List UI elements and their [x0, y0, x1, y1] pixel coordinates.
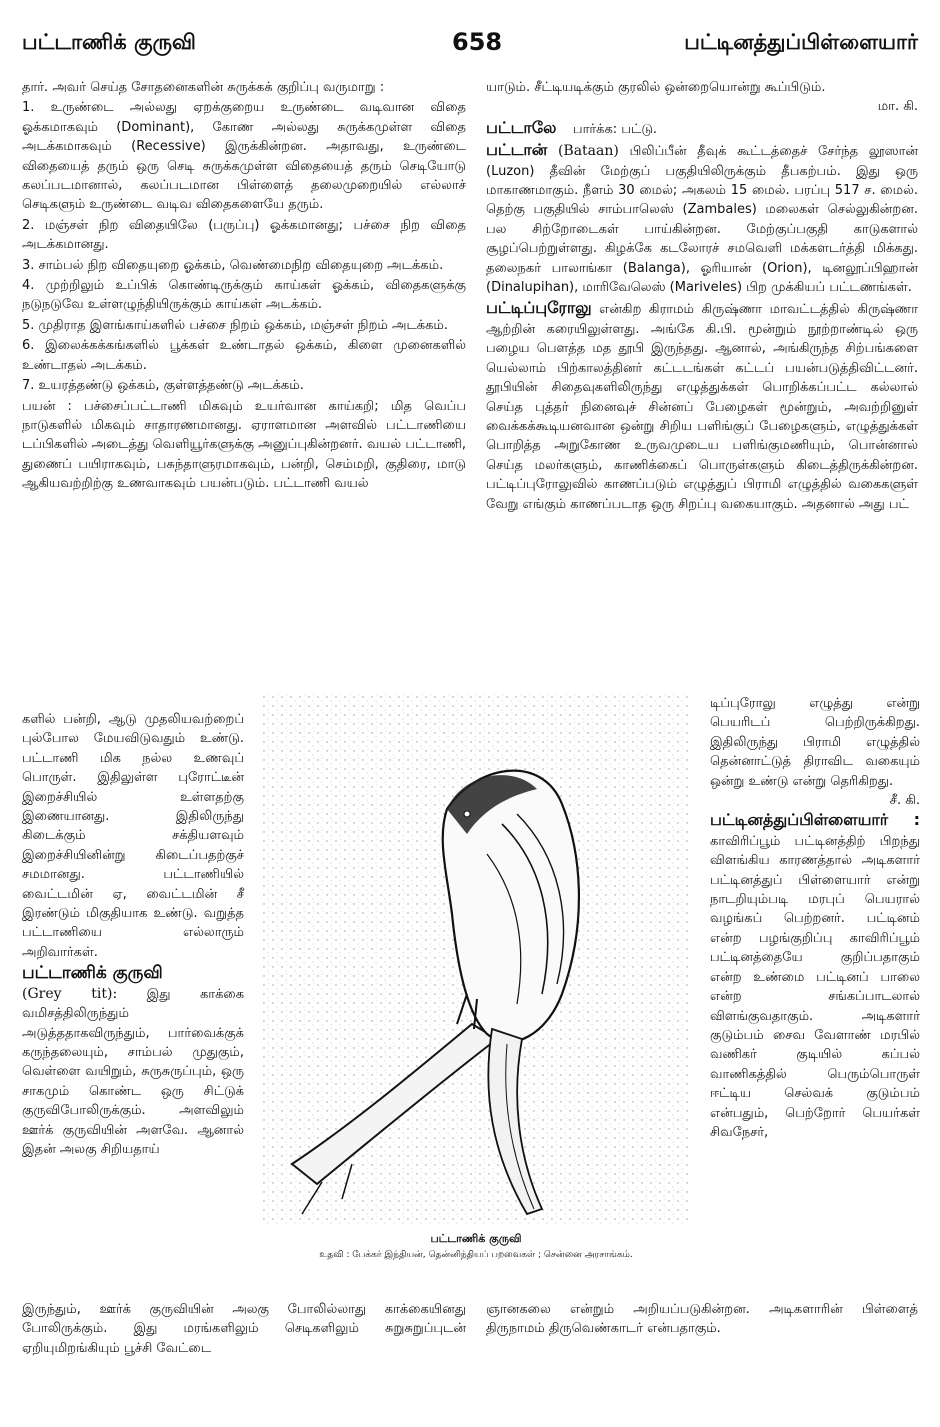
bottom-paragraph: ஞானகலை என்றும் அறியப்படுகின்றன. அடிகளாரின் பிள்ளைத் திருநாமம் திருவெண்காடர் என்பதாகும். — [486, 1302, 918, 1337]
running-head-left: பட்டாணிக் குருவி — [22, 30, 196, 54]
left-bottom-text — [22, 1300, 466, 1358]
entry-latin: (Grey tit): — [22, 985, 118, 1002]
right-bottom-text — [486, 1300, 918, 1339]
author-sign: மா. கி. — [877, 99, 918, 115]
running-head — [22, 30, 918, 64]
grey-tit-drawing — [262, 694, 690, 1224]
entry-title-pattaale: பட்டாலே — [486, 117, 557, 137]
entry-text: என்கிற கிராமம் கிருஷ்ணா மாவட்டத்தில் கிருஷ்ணா ஆற்றின் கரையிலுள்ளது. அங்கே கி.பி. மூன்றும் நூற்றாண்டில் ஒரு பழைய பௌத்த மத தூபி இருந்தது. ஆனால், அங்கிருந்த சிற்பங்களை யெல்லாம் பிற்காலத்தினர் கட்டடங்கள் கட்டப் பயன்படுத்திவிட்டனர். தூபியின் சிதைவுகளிலிருந்து எழுத்துக்கள் பொறிக்கப்பட்ட கல்லால் செய்த புத்தர் நினைவுச் சின்னப் பேழைகள் மூன்றும், அவற்றினுள் வைக்கக்கூடியனவான ஒன்று சிறிய பளிங்குப் பேழைகளும், எழுத்துக்கள் பொறித்த அறுகோண உருவமுடைய பளிங்குமணியும், பொன்னால் செய்த மலர்களும், காணிக்கைப் பொருள்களும் கிடைத்திருக்கின்றன. பட்டிப்புரோலுவில் காணப்படும் எழுத்துப் பிராமி எழுத்தில் வகைகளுள் வேறு எங்கும் காணப்படாத ஒரு சிறப்பு வகையாகும். அதனால் அது பட் — [486, 302, 918, 512]
wrap-paragraph: களில் பன்றி, ஆடு முதலியவற்றைப் புல்போல மேயவிடுவதும் உண்டு. பட்டாணி மிக நல்ல உணவுப் பொருள். இதிலுள்ள புரோட்டீன் இறைச்சியில் உள்ளதற்கு இணையானது. இதிலிருந்து கிடைக்கும் சக்தியளவும் இறைச்சியினின்று கிடைப்பதற்குச் சமமானது. பட்டாணியில் வைட்டமின் ஏ, வைட்டமின் சீ இரண்டும் மிகுதியாக உண்டு. வறுத்த பட்டாணியை எல்லாரும் அறிவார்கள். — [22, 712, 244, 960]
bird-illustration — [262, 694, 690, 1284]
list-item: 3. சாம்பல் நிற விதையுறை ஓக்கம், வெண்மைநிற விதையுறை அடக்கம். — [22, 257, 444, 273]
list-item: 6. இலைக்கக்கங்களில் பூக்கள் உண்டாதல் ஒக்கம், கிளை முனைகளில் உண்டாதல் அடக்கம். — [22, 338, 466, 373]
page-number: 658 — [452, 28, 503, 56]
figure-credit: உதவி : பேக்கர் இந்தியன், தென்னிந்தியப் பறவைகள் ; சென்னை அரசாங்கம். — [319, 1250, 633, 1260]
entry-latin: (Bataan) — [557, 143, 619, 160]
entry-text: இது காக்கை வமிசத்திலிருந்தும் அடுத்ததாகவிருந்தும், பார்வைக்குக் கருந்தலையும், சாம்பல் முதுகும், வெள்ளை வயிறும், சுருசுருப்பும், ஒரு சாகமும் கொண்ட ஒரு சிட்டுக் குருவிபோலிருக்கும். அளவிலும் ஊர்க் குருவியின் அளவே. ஆனால் இதன் அலகு சிறியதாய் — [22, 986, 245, 1157]
entry-title-bataan: பட்டான் — [486, 140, 548, 160]
running-head-right: பட்டினத்துப்பிள்ளையார் — [684, 30, 918, 54]
entry-text: பார்க்க: பட்டு. — [572, 121, 658, 137]
list-item: 7. உயரத்தண்டு ஒக்கம், குள்ளத்தண்டு அடக்கம். — [22, 378, 304, 394]
wrap-paragraph: டிப்புரோலு எழுத்து என்று பெயரிடப் பெற்றிருக்கிறது. இதிலிருந்து பிராமி எழுத்தில் தென்னாட்டுத் திராவிட வகையும் ஒன்று உண்டு என்று தெரிகிறது. — [710, 696, 920, 789]
use-paragraph: பயன் : பச்சைப்பட்டாணி மிகவும் உயர்வான காய்கறி; மித வெப்ப நாடுகளில் மிகவும் சாதாரணமானது. ஏராளமான அளவில் பட்டாணியை டப்பிகளில் அடைத்து வெளியூர்களுக்கு அனுப்புகின்றனர். வயல் பட்டாணி, துணைப் பயிராகவும், பசுந்தாளுரமாகவும், பன்றி, செம்மறி, குதிரை, மாடு ஆகியவற்றிற்கு உணவாகவும் பயன்படும். பட்டாணி வயல் — [22, 398, 466, 492]
bottom-paragraph: இருந்தும், ஊர்க் குருவியின் அலகு போலில்லாது காக்கையினது போலிருக்கும். இது மரங்களிலும் செடிகளிலும் சுறுசுறுப்புடன் ஏறியுமிறங்கியும் பூச்சி வேட்டை — [22, 1302, 466, 1356]
author-sign: சீ. கி. — [889, 793, 920, 809]
left-column — [22, 78, 466, 495]
left-intro: தார். அவர் செய்த சோதனைகளின் சுருக்கக் குறிப்பு வருமாறு : — [22, 80, 385, 95]
entry-text: பிலிப்பீன் தீவுக் கூட்டத்தைச் சேர்ந்த லூஸான் (Luzon) தீவின் மேற்குப் பகுதியிலிருக்கும் தீபகற்பம். இது ஒரு மாகாணமாகும். நீளம் 30 மைல்; அகலம் 15 மைல். பரப்பு 517 ச. மைல். தெற்கு பகுதியில் சாம்பாலெஸ் (Zambales) மலைகள் செல்லுகின்றன. பல சிற்றோடைகள் பாய்கின்றன. மேற்குப்பகுதி காடுகளால் சூழப்பெற்றுள்ளது. கிழக்கே கடலோரச் சமவெளி மக்களடர்த்தி மிக்கது. தலைநகர் பாலாங்கா (Balanga), ஓரியான் (Orion), டினலூப்பிஹான் (Dinalupihan), மாரிவேலெஸ் (Mariveles) பிற முக்கியப் பட்டணங்கள். — [486, 144, 918, 296]
entry-title-pillaiyar: பட்டினத்துப்பிள்ளையார் : — [710, 810, 920, 830]
entry-text: காவிரிப்பூம் பட்டினத்திற் பிறந்து விளங்கிய காரணத்தால் அடிகளார் பட்டினத்துப் பிள்ளையார் என்று நாடறியும்படி மரபுப் பெயரால் வழங்கப் பெற்றனர். பட்டினம் என்ற பழங்குறிப்பு காவிரிப்பூம் பட்டினத்தையே குறிப்பதாகும் என்ற உண்மை பட்டினப் பாலை என்ற சங்கப்பாடலால் விளங்குவதாகும். அடிகளார் குடும்பம் சைவ வேளாண் மரபில் வணிகர் குடியில் கப்பல் வாணிகத்தில் பெரும்பொருள் ஈட்டிய செல்வக் குடும்பம் என்பதும், பெற்றோர் பெயர்கள் சிவநேசர், — [710, 833, 920, 1140]
list-item: 2. மஞ்சள் நிற விதையிலே (பருப்பு) ஓக்கமானது; பச்சை நிற விதை அடக்கமானது. — [22, 217, 466, 253]
right-intro: யாடும். சீட்டியடிக்கும் குரலில் ஒன்றையொன்று கூப்பிடும். — [486, 80, 826, 95]
list-item: 4. முற்றிலும் உப்பிக் கொண்டிருக்கும் காய்கள் ஓக்கம், விதைகளுக்கு நடுநடுவே உள்ளழுந்தியிருக்கும் காய்கள் அடக்கம். — [22, 278, 466, 313]
list-item: 1. உருண்டை அல்லது ஏறக்குறைய உருண்டை வடிவான விதை ஓக்கமாகவும் (Dominant), கோண அல்லது சுருக்கமுள்ள விதை அடக்கமாகவும் (Recessive) இருக்கின்றன. அதாவது, உருண்டை விதையைத் தரும் ஒரு செடி சுருக்கமுள்ள விதையைத் தரும் செடியோடு கலப்படமானால், கலப்படமான பிள்ளைத் தலைமுறையில் எல்லாச் செடிகளும் உருண்டை வடிவ விதைகளையே தரும். — [22, 100, 466, 213]
right-column — [486, 78, 918, 515]
figure-caption: பட்டாணிக் குருவி — [430, 1232, 522, 1245]
right-wrap-column — [710, 694, 920, 1142]
left-wrap-column — [22, 710, 244, 1159]
list-item: 5. முதிராத இளங்காய்களில் பச்சை நிறம் ஒக்கம், மஞ்சள் நிறம் அடக்கம். — [22, 317, 449, 333]
entry-title-prolu: பட்டிப்புரோலு — [486, 298, 592, 318]
entry-title-grey-tit: பட்டாணிக் குருவி — [22, 963, 163, 984]
